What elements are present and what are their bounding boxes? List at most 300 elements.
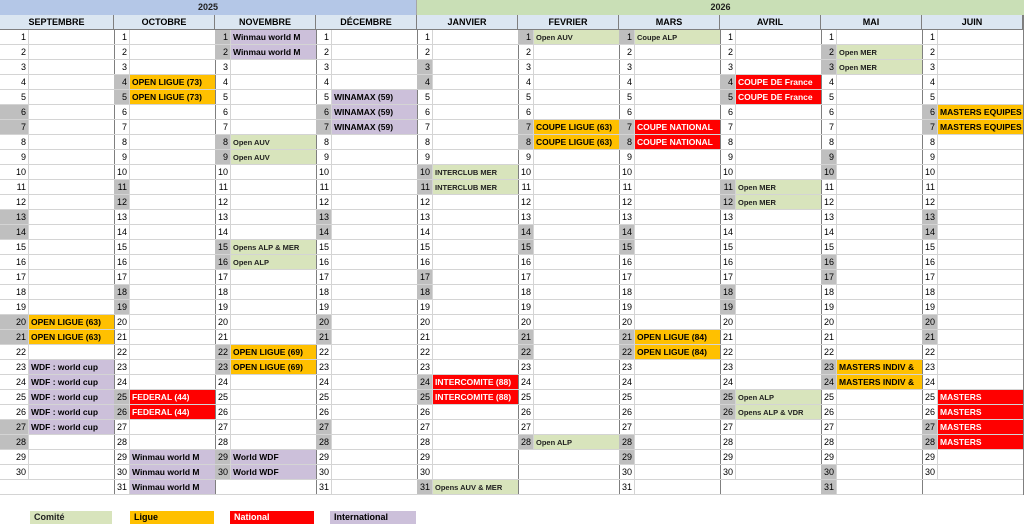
day-number: 6 <box>525 107 531 117</box>
day-row <box>619 90 720 105</box>
event-international: Winmau world M <box>230 45 316 59</box>
empty-cell <box>533 420 619 434</box>
day-row <box>0 120 114 135</box>
event-national: COUPE DE France <box>735 90 821 104</box>
day-row <box>821 285 922 300</box>
day-row <box>316 120 417 135</box>
day-row <box>821 75 922 90</box>
empty-cell <box>836 390 922 404</box>
day-row <box>316 225 417 240</box>
empty-cell <box>129 225 215 239</box>
day-number: 9 <box>121 152 127 162</box>
empty-cell <box>230 330 316 344</box>
empty-cell <box>937 135 1023 149</box>
day-number: 21 <box>217 332 228 342</box>
empty-cell <box>230 225 316 239</box>
day-row <box>518 90 619 105</box>
day-row <box>821 120 922 135</box>
empty-cell <box>634 390 720 404</box>
day-row <box>114 420 215 435</box>
day-row <box>215 300 316 315</box>
day-number: 7 <box>619 120 634 134</box>
empty-cell <box>836 75 922 89</box>
day-number: 30 <box>318 467 329 477</box>
day-row <box>114 345 215 360</box>
day-number: 13 <box>722 212 733 222</box>
empty-cell <box>634 240 720 254</box>
empty-cell <box>28 465 114 479</box>
empty-cell <box>432 450 518 464</box>
day-row <box>114 210 215 225</box>
day-row <box>922 285 1023 300</box>
day-number: 28 <box>217 437 228 447</box>
day-row <box>821 45 922 60</box>
day-number: 1 <box>518 30 533 44</box>
day-row <box>518 375 619 390</box>
empty-cell <box>634 180 720 194</box>
day-row <box>720 180 821 195</box>
day-row <box>215 150 316 165</box>
empty-cell <box>937 225 1023 239</box>
day-number: 3 <box>222 62 228 72</box>
day-row <box>417 195 518 210</box>
empty-cell <box>937 195 1023 209</box>
month-header: JANVIER <box>417 15 518 30</box>
event-ligue: OPEN LIGUE (73) <box>129 90 215 104</box>
day-number: 20 <box>621 317 632 327</box>
day-row <box>619 315 720 330</box>
month-column-0 <box>0 15 115 495</box>
empty-cell <box>735 210 821 224</box>
day-row <box>518 240 619 255</box>
day-row <box>417 255 518 270</box>
day-number: 13 <box>922 210 937 224</box>
day-number: 22 <box>419 347 430 357</box>
day-number: 1 <box>828 32 834 42</box>
day-row <box>215 285 316 300</box>
empty-cell <box>634 465 720 479</box>
legend-international: International <box>330 511 416 524</box>
day-number: 16 <box>318 257 329 267</box>
empty-cell <box>331 450 417 464</box>
day-number: 6 <box>424 107 430 117</box>
day-row <box>316 210 417 225</box>
empty-cell <box>836 135 922 149</box>
empty-cell <box>634 315 720 329</box>
day-row <box>114 150 215 165</box>
day-number: 13 <box>419 212 430 222</box>
event-ligue: OPEN LIGUE (63) <box>28 330 114 344</box>
year-header-2026: 2026 <box>417 0 1024 15</box>
day-row <box>316 285 417 300</box>
day-row <box>821 105 922 120</box>
day-number: 25 <box>15 392 26 402</box>
day-row <box>417 435 518 450</box>
day-number: 18 <box>318 287 329 297</box>
day-number: 16 <box>821 255 836 269</box>
day-number: 1 <box>215 30 230 44</box>
empty-cell <box>634 225 720 239</box>
day-number: 7 <box>121 122 127 132</box>
empty-cell <box>129 300 215 314</box>
day-row <box>619 285 720 300</box>
month-header: MARS <box>619 15 720 30</box>
day-number: 21 <box>316 330 331 344</box>
day-number: 24 <box>924 377 935 387</box>
empty-cell <box>129 255 215 269</box>
empty-cell <box>836 450 922 464</box>
empty-cell <box>937 165 1023 179</box>
event-international: WDF : world cup <box>28 360 114 374</box>
event-comite: Open MER <box>836 45 922 59</box>
day-row <box>215 360 316 375</box>
day-number: 29 <box>924 452 935 462</box>
event-ligue: OPEN LIGUE (63) <box>28 315 114 329</box>
empty-cell <box>533 60 619 74</box>
day-number: 10 <box>116 167 127 177</box>
empty-cell <box>533 270 619 284</box>
day-number: 19 <box>520 302 531 312</box>
day-number: 28 <box>722 437 733 447</box>
day-number: 8 <box>323 137 329 147</box>
empty-cell <box>432 90 518 104</box>
empty-cell <box>28 165 114 179</box>
empty-cell <box>28 210 114 224</box>
empty-cell <box>28 90 114 104</box>
empty-cell <box>432 105 518 119</box>
day-row <box>114 285 215 300</box>
day-number: 22 <box>215 345 230 359</box>
event-comite: INTERCLUB MER <box>432 165 518 179</box>
month-header: OCTOBRE <box>114 15 215 30</box>
day-row <box>922 375 1023 390</box>
day-row <box>0 480 114 495</box>
empty-cell <box>937 45 1023 59</box>
month-column-9 <box>922 15 1024 495</box>
empty-cell <box>230 210 316 224</box>
day-number: 12 <box>823 197 834 207</box>
empty-cell <box>432 420 518 434</box>
day-row <box>417 285 518 300</box>
day-row <box>821 30 922 45</box>
day-row <box>0 60 114 75</box>
day-row <box>0 270 114 285</box>
empty-cell <box>230 75 316 89</box>
day-row <box>0 45 114 60</box>
day-row <box>518 465 619 480</box>
day-row <box>922 105 1023 120</box>
day-row <box>215 135 316 150</box>
day-row <box>215 420 316 435</box>
day-row <box>316 300 417 315</box>
day-number: 5 <box>222 92 228 102</box>
day-number: 12 <box>318 197 329 207</box>
empty-cell <box>230 300 316 314</box>
day-number: 5 <box>525 92 531 102</box>
event-comite: Opens AUV & MER <box>432 480 518 494</box>
day-number: 27 <box>621 422 632 432</box>
day-number: 28 <box>922 435 937 449</box>
day-row <box>0 315 114 330</box>
day-number: 1 <box>424 32 430 42</box>
day-row <box>821 180 922 195</box>
day-number: 31 <box>318 482 329 492</box>
day-row <box>821 315 922 330</box>
day-number: 9 <box>20 152 26 162</box>
empty-cell <box>533 360 619 374</box>
day-row <box>0 30 114 45</box>
empty-cell <box>937 315 1023 329</box>
day-number: 7 <box>828 122 834 132</box>
day-row <box>720 30 821 45</box>
day-row <box>316 105 417 120</box>
event-international: Winmau world M <box>230 30 316 44</box>
empty-cell <box>836 210 922 224</box>
day-number: 4 <box>417 75 432 89</box>
day-row <box>922 390 1023 405</box>
empty-cell <box>331 270 417 284</box>
empty-cell <box>331 390 417 404</box>
day-row <box>821 330 922 345</box>
day-number: 9 <box>424 152 430 162</box>
day-row <box>417 330 518 345</box>
day-number: 9 <box>215 150 230 164</box>
day-number: 19 <box>15 302 26 312</box>
empty-cell <box>634 45 720 59</box>
day-number: 5 <box>20 92 26 102</box>
day-number: 2 <box>626 47 632 57</box>
day-row <box>518 195 619 210</box>
empty-cell <box>230 165 316 179</box>
day-number: 17 <box>924 272 935 282</box>
day-number: 10 <box>417 165 432 179</box>
month-column-7 <box>720 15 822 495</box>
event-national: FEDERAL (44) <box>129 390 215 404</box>
day-number: 10 <box>217 167 228 177</box>
day-number: 18 <box>417 285 432 299</box>
empty-cell <box>836 195 922 209</box>
day-number: 6 <box>222 107 228 117</box>
day-number: 25 <box>720 390 735 404</box>
day-row <box>922 45 1023 60</box>
empty-cell <box>230 195 316 209</box>
day-row <box>922 330 1023 345</box>
day-number: 24 <box>417 375 432 389</box>
empty-cell <box>432 120 518 134</box>
day-row <box>821 435 922 450</box>
day-row <box>619 60 720 75</box>
event-comite: Open AUV <box>230 135 316 149</box>
day-number: 11 <box>319 182 329 192</box>
day-number: 3 <box>417 60 432 74</box>
day-number: 19 <box>823 302 834 312</box>
day-row <box>619 150 720 165</box>
empty-cell <box>634 150 720 164</box>
event-ligue: OPEN LIGUE (84) <box>634 330 720 344</box>
day-row <box>316 405 417 420</box>
day-number: 8 <box>518 135 533 149</box>
day-row <box>0 420 114 435</box>
day-number: 10 <box>821 165 836 179</box>
day-row <box>720 120 821 135</box>
day-row <box>316 150 417 165</box>
day-number: 22 <box>15 347 26 357</box>
day-row <box>114 165 215 180</box>
empty-cell <box>28 270 114 284</box>
day-row <box>114 360 215 375</box>
day-row <box>720 480 821 495</box>
day-row <box>114 480 215 495</box>
event-comite: Coupe ALP <box>634 30 720 44</box>
day-row <box>720 105 821 120</box>
day-number: 17 <box>217 272 228 282</box>
event-international: Winmau world M <box>129 450 215 464</box>
day-row <box>518 450 619 465</box>
empty-cell <box>836 30 922 44</box>
empty-cell <box>634 270 720 284</box>
day-row <box>821 165 922 180</box>
empty-cell <box>432 195 518 209</box>
day-number: 13 <box>520 212 531 222</box>
day-number: 16 <box>116 257 127 267</box>
day-number: 24 <box>318 377 329 387</box>
day-row <box>316 390 417 405</box>
empty-cell <box>230 270 316 284</box>
day-row <box>619 405 720 420</box>
day-row <box>0 225 114 240</box>
legend <box>0 508 1024 526</box>
day-row <box>316 135 417 150</box>
day-number: 27 <box>922 420 937 434</box>
day-number: 31 <box>821 480 836 494</box>
empty-cell <box>129 120 215 134</box>
empty-cell <box>634 75 720 89</box>
day-row <box>417 135 518 150</box>
event-ligue: OPEN LIGUE (84) <box>634 345 720 359</box>
day-row <box>114 180 215 195</box>
empty-cell <box>735 345 821 359</box>
empty-cell <box>28 60 114 74</box>
event-international: World WDF <box>230 450 316 464</box>
day-row <box>619 435 720 450</box>
event-ligue: OPEN LIGUE (73) <box>129 75 215 89</box>
day-number: 13 <box>823 212 834 222</box>
empty-cell <box>230 375 316 389</box>
day-row <box>922 30 1023 45</box>
month-column-3 <box>316 15 418 495</box>
empty-cell <box>836 300 922 314</box>
day-number: 14 <box>0 225 28 239</box>
day-number: 23 <box>318 362 329 372</box>
day-number: 26 <box>217 407 228 417</box>
day-number: 22 <box>722 347 733 357</box>
empty-cell <box>129 420 215 434</box>
event-comite: INTERCLUB MER <box>432 180 518 194</box>
empty-cell <box>28 240 114 254</box>
day-number: 22 <box>619 345 634 359</box>
day-row <box>0 390 114 405</box>
empty-cell <box>836 225 922 239</box>
empty-cell <box>634 255 720 269</box>
day-number: 30 <box>419 467 430 477</box>
day-number: 31 <box>116 482 127 492</box>
event-ligue: OPEN LIGUE (69) <box>230 360 316 374</box>
day-number: 9 <box>929 152 935 162</box>
empty-cell <box>129 285 215 299</box>
day-number: 12 <box>217 197 228 207</box>
day-number: 22 <box>924 347 935 357</box>
empty-cell <box>836 165 922 179</box>
day-number: 2 <box>929 47 935 57</box>
day-row <box>316 480 417 495</box>
day-number: 3 <box>821 60 836 74</box>
day-row <box>0 375 114 390</box>
empty-cell <box>230 285 316 299</box>
day-number: 24 <box>821 375 836 389</box>
empty-cell <box>836 105 922 119</box>
day-number: 11 <box>824 182 834 192</box>
empty-cell <box>432 150 518 164</box>
empty-cell <box>937 60 1023 74</box>
day-row <box>518 225 619 240</box>
day-number: 23 <box>520 362 531 372</box>
empty-cell <box>28 195 114 209</box>
month-header: NOVEMBRE <box>215 15 316 30</box>
day-number: 12 <box>924 197 935 207</box>
day-number: 2 <box>424 47 430 57</box>
empty-cell <box>836 285 922 299</box>
day-row <box>417 30 518 45</box>
day-row <box>720 75 821 90</box>
event-international: WDF : world cup <box>28 420 114 434</box>
day-row <box>215 225 316 240</box>
day-number: 23 <box>722 362 733 372</box>
day-row <box>0 360 114 375</box>
event-comite: Open MER <box>836 60 922 74</box>
day-row <box>0 135 114 150</box>
event-ligue: MASTERS EQUIPES <box>937 105 1023 119</box>
month-column-4 <box>417 15 519 495</box>
day-row <box>417 345 518 360</box>
day-number: 4 <box>222 77 228 87</box>
event-national: INTERCOMITE (88) <box>432 375 518 389</box>
day-number: 24 <box>217 377 228 387</box>
event-national: FEDERAL (44) <box>129 405 215 419</box>
day-row <box>114 75 215 90</box>
day-number: 20 <box>823 317 834 327</box>
day-row <box>417 315 518 330</box>
day-row <box>518 435 619 450</box>
empty-cell <box>331 240 417 254</box>
day-row <box>0 195 114 210</box>
day-number: 14 <box>316 225 331 239</box>
empty-cell <box>937 180 1023 194</box>
empty-cell <box>432 315 518 329</box>
day-row <box>821 195 922 210</box>
day-row <box>316 450 417 465</box>
empty-cell <box>331 465 417 479</box>
day-row <box>114 450 215 465</box>
empty-cell <box>28 120 114 134</box>
empty-cell <box>735 360 821 374</box>
empty-cell <box>331 210 417 224</box>
day-number: 5 <box>720 90 735 104</box>
day-number: 28 <box>316 435 331 449</box>
event-comite: Open ALP <box>533 435 619 449</box>
month-column-6 <box>619 15 721 495</box>
empty-cell <box>937 75 1023 89</box>
empty-cell <box>432 345 518 359</box>
